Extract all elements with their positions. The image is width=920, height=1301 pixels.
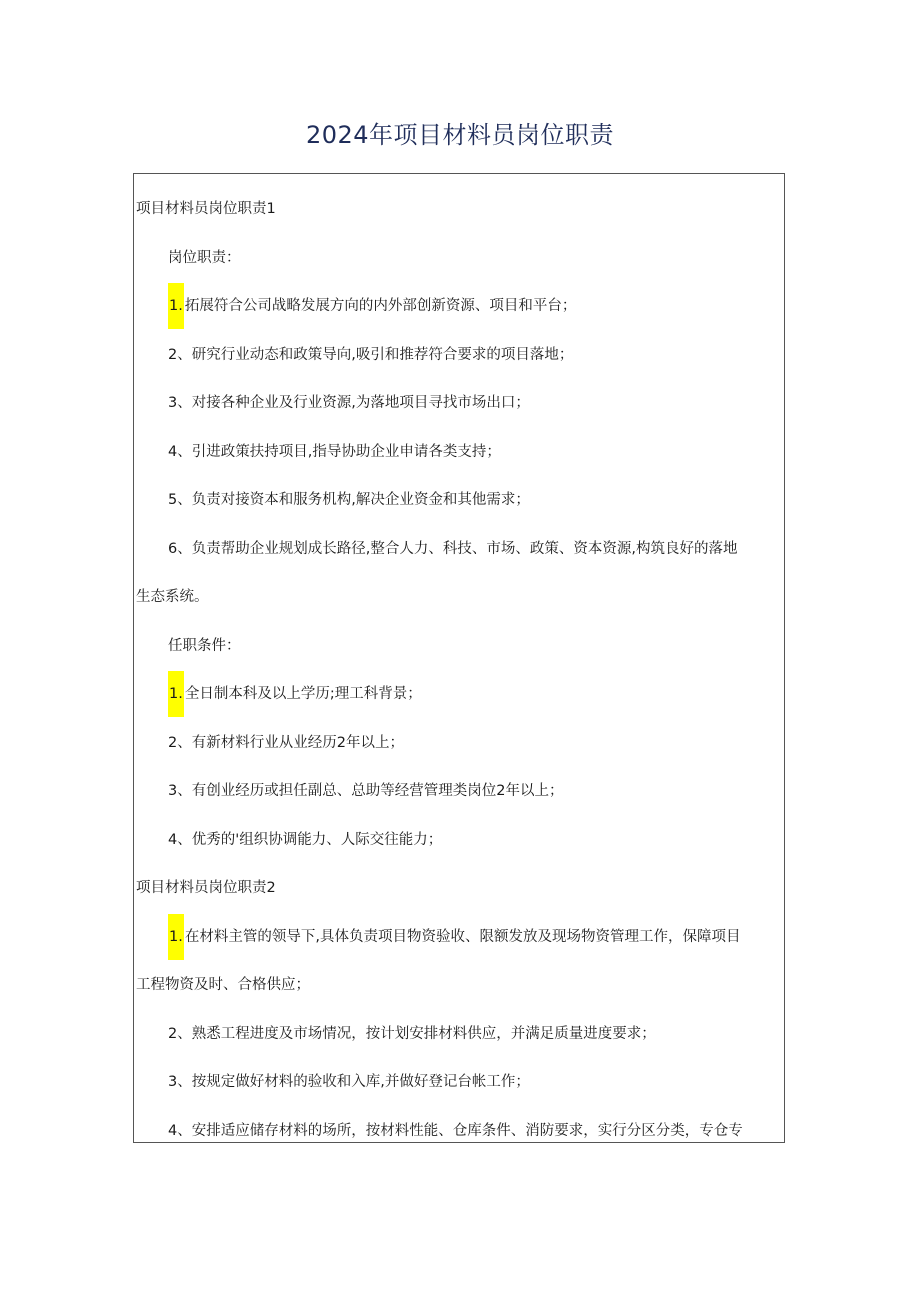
text-line <box>168 1120 743 1142</box>
line-text: 4、安排适应储存材料的场所，按材料性能、仓库条件、消防要求，实行分区分类，专仓专 <box>168 1122 743 1139</box>
text-line <box>168 732 404 754</box>
highlighted-list-marker: 1. <box>168 671 184 717</box>
text-line <box>136 586 209 608</box>
line-text: 任职条件： <box>168 637 241 654</box>
line-text: 2、熟悉工程进度及市场情况，按计划安排材料供应，并满足质量进度要求； <box>168 1025 656 1042</box>
section-heading <box>136 198 276 220</box>
text-line <box>168 635 241 657</box>
line-text: 3、有创业经历或担任副总、总助等经营管理类岗位2年以上； <box>168 783 564 799</box>
line-text: 3、按规定做好材料的验收和入库,并做好登记台帐工作； <box>168 1074 530 1090</box>
highlighted-list-marker: 1. <box>168 914 184 960</box>
line-text: 生态系统。 <box>136 589 209 605</box>
text-line <box>168 283 576 329</box>
text-line <box>168 1023 656 1045</box>
line-text: 项目材料员岗位职责2 <box>136 880 276 896</box>
text-line <box>168 489 530 511</box>
text-line <box>168 441 501 463</box>
line-text: 3、对接各种企业及行业资源,为落地项目寻找市场出口； <box>168 395 530 411</box>
text-line <box>168 780 563 802</box>
line-text: 全日制本科及以上学历;理工科背景； <box>184 686 422 702</box>
content-box <box>133 173 785 1143</box>
line-text: 项目材料员岗位职责1 <box>136 201 276 217</box>
line-text: 6、负责帮助企业规划成长路径,整合人力、科技、市场、政策、资本资源,构筑良好的落地 <box>168 540 738 557</box>
section-heading <box>136 877 276 899</box>
text-line <box>168 914 740 960</box>
text-line <box>136 974 310 996</box>
highlighted-list-marker: 1. <box>168 283 184 329</box>
line-text: 2、有新材料行业从业经历2年以上； <box>168 734 404 751</box>
text-line <box>168 247 241 269</box>
line-text: 5、负责对接资本和服务机构,解决企业资金和其他需求； <box>168 492 530 508</box>
line-text: 在材料主管的领导下,具体负责项目物资验收、限额发放及现场物资管理工作，保障项目 <box>184 928 741 945</box>
text-line <box>168 829 442 851</box>
line-text: 4、引进政策扶持项目,指导协助企业申请各类支持； <box>168 443 501 460</box>
line-text: 2、研究行业动态和政策导向,吸引和推荐符合要求的项目落地； <box>168 346 574 363</box>
text-line <box>168 671 422 717</box>
text-line <box>168 538 737 560</box>
text-line <box>168 1071 530 1093</box>
line-text: 工程物资及时、合格供应； <box>136 977 310 993</box>
text-line <box>168 392 530 414</box>
text-line <box>168 344 573 366</box>
line-text: 4、优秀的'组织协调能力、人际交往能力； <box>168 831 443 848</box>
line-text: 岗位职责： <box>168 249 241 266</box>
document-title: 2024年项目材料员岗位职责 <box>305 121 615 149</box>
line-text: 拓展符合公司战略发展方向的内外部创新资源、项目和平台； <box>184 298 577 314</box>
